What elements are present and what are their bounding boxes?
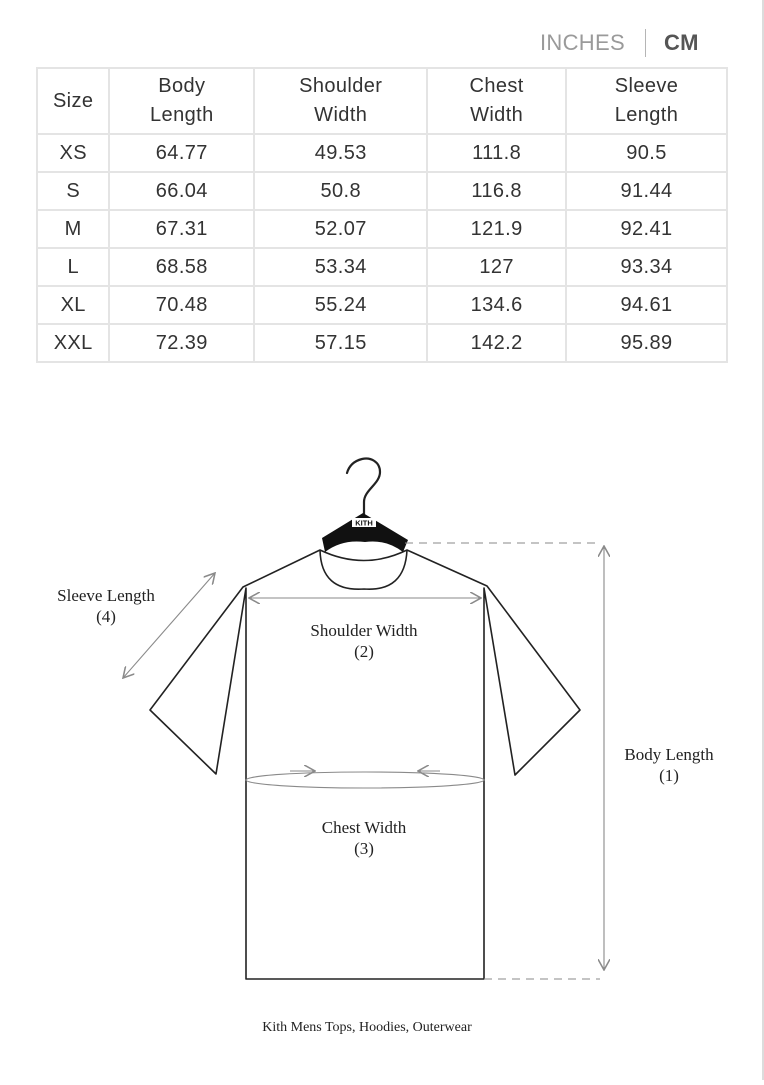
table-header-row [37, 68, 727, 134]
shoulder-width-label: Shoulder Width (2) [310, 621, 418, 661]
size-chart-table [36, 67, 728, 363]
cell-shoulder-width: 52.07 [254, 210, 427, 248]
sleeve-length-label: Sleeve Length (4) [57, 586, 155, 626]
table-row [37, 248, 727, 286]
unit-toggle [540, 28, 699, 58]
unit-separator [645, 29, 646, 57]
cell-shoulder-width: 57.15 [254, 324, 427, 362]
cell-body-length: 68.58 [109, 248, 254, 286]
cell-size: XXL [37, 324, 109, 362]
cell-chest-width: 134.6 [427, 286, 566, 324]
cell-sleeve-length: 90.5 [566, 134, 727, 172]
table-row [37, 210, 727, 248]
cell-shoulder-width: 49.53 [254, 134, 427, 172]
header-body-length: Body Length [109, 68, 254, 134]
chest-width-label: Chest Width (3) [321, 818, 407, 858]
table-row [37, 286, 727, 324]
cell-size: L [37, 248, 109, 286]
cell-body-length: 64.77 [109, 134, 254, 172]
header-size: Size [37, 68, 109, 134]
cell-body-length: 72.39 [109, 324, 254, 362]
cell-chest-width: 121.9 [427, 210, 566, 248]
header-sleeve-length: Sleeve Length [566, 68, 727, 134]
hanger-brand-label: KITH [355, 518, 373, 528]
cell-size: M [37, 210, 109, 248]
table-row [37, 324, 727, 362]
measurement-diagram [0, 440, 764, 1080]
cell-shoulder-width: 53.34 [254, 248, 427, 286]
header-shoulder-width: Shoulder Width [254, 68, 427, 134]
cell-size: S [37, 172, 109, 210]
cell-size: XS [37, 134, 109, 172]
cell-sleeve-length: 91.44 [566, 172, 727, 210]
cell-shoulder-width: 55.24 [254, 286, 427, 324]
unit-inches-option[interactable]: INCHES [540, 30, 625, 55]
cell-chest-width: 142.2 [427, 324, 566, 362]
header-chest-width: Chest Width [427, 68, 566, 134]
diagram-caption: Kith Mens Tops, Hoodies, Outerwear [262, 1020, 472, 1035]
cell-sleeve-length: 93.34 [566, 248, 727, 286]
cell-sleeve-length: 95.89 [566, 324, 727, 362]
table-row [37, 172, 727, 210]
cell-body-length: 70.48 [109, 286, 254, 324]
cell-sleeve-length: 94.61 [566, 286, 727, 324]
cell-chest-width: 116.8 [427, 172, 566, 210]
table-row [37, 134, 727, 172]
cell-chest-width: 127 [427, 248, 566, 286]
cell-body-length: 66.04 [109, 172, 254, 210]
cell-body-length: 67.31 [109, 210, 254, 248]
tshirt-outline [150, 550, 580, 979]
cell-sleeve-length: 92.41 [566, 210, 727, 248]
cell-chest-width: 111.8 [427, 134, 566, 172]
cell-size: XL [37, 286, 109, 324]
unit-cm-option[interactable]: CM [663, 30, 699, 55]
body-length-label: Body Length (1) [624, 745, 714, 785]
cell-shoulder-width: 50.8 [254, 172, 427, 210]
